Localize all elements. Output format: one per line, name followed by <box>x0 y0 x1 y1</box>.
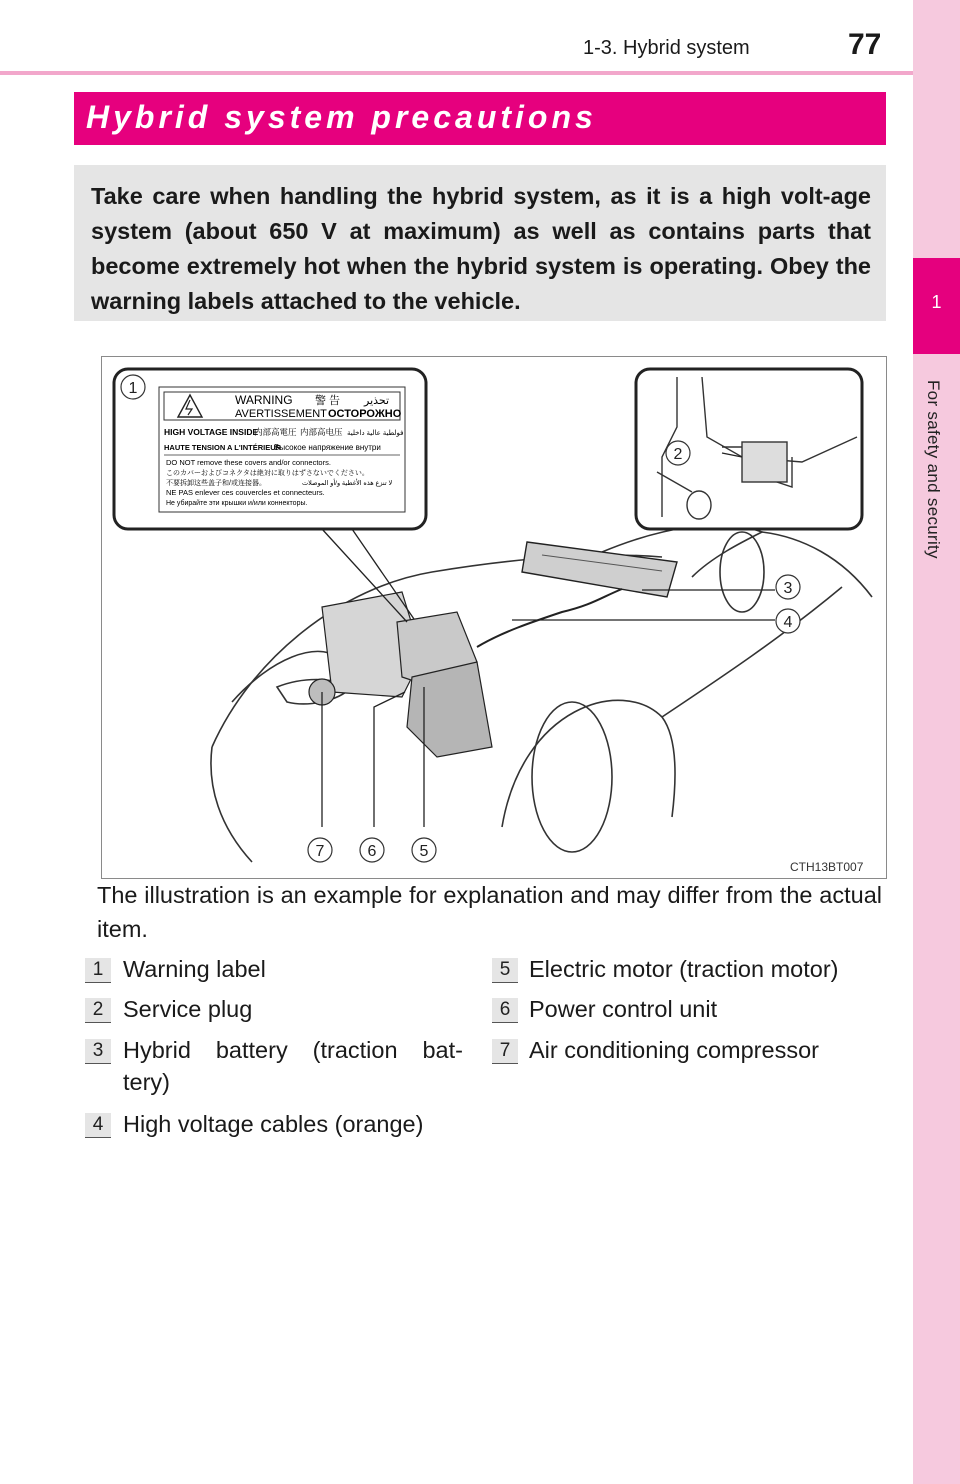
chapter-side-tab <box>913 0 960 1484</box>
label-line-en: DO NOT remove these covers and/or connectors. <box>166 458 331 467</box>
callout-4-label: 4 <box>783 614 793 631</box>
side-line <box>662 587 842 717</box>
legend-number-6: 6 <box>492 998 518 1023</box>
label-warning-ru: ОСТОРОЖНО <box>328 408 402 420</box>
hybrid-system-illustration <box>101 356 887 879</box>
legend-text-4: High voltage cables (orange) <box>123 1111 424 1137</box>
rear-wheel <box>720 532 764 612</box>
legend-text-7: Air conditioning compressor <box>529 1037 819 1063</box>
intro-text: Take care when handling the hybrid system, as it is a high volt-age system (about 650 V at maximum) as well as contains parts that become extremely hot when the hybrid system is operating. Obey the warning labels attached to the vehicle. <box>91 183 871 314</box>
label-line-fr: NE PAS enlever ces couvercles et connecteurs. <box>166 488 325 497</box>
label-line-cn: 不要拆卸这些盖子和/或连接器。 <box>166 480 266 487</box>
label-hv-ru: Высокое напряжение внутри <box>274 443 381 452</box>
label-hv-cn: 内部高电压 <box>300 427 343 437</box>
legend-number-2: 2 <box>85 998 111 1023</box>
callout-6-label: 6 <box>367 843 377 860</box>
legend-number-1: 1 <box>85 958 111 983</box>
label-hv-en: HIGH VOLTAGE INSIDE <box>164 427 259 437</box>
chapter-label: For safety and security <box>924 380 943 559</box>
label-warning-en: WARNING <box>235 393 293 407</box>
label-line-ru: Не убирайте эти крышки и/или коннекторы. <box>166 500 308 507</box>
figure-code: CTH13BT007 <box>790 860 864 874</box>
label-line-ar: لا تنزع هذه الأغطية و/أو الموصلات <box>302 480 393 487</box>
label-hv-jp: 内部高電圧 <box>254 427 297 437</box>
label-line-jp: このカバーおよびコネクタは絶対に取りはずさないでください。 <box>166 470 369 477</box>
legend-text-3b: tery) <box>123 1069 170 1095</box>
transaxle <box>407 662 492 757</box>
legend-text-2: Service plug <box>123 996 253 1022</box>
callout-1-label: 1 <box>128 380 138 397</box>
section-title: 1-3. Hybrid system <box>583 37 750 59</box>
callout-3-label: 3 <box>783 580 793 597</box>
page-title-bar <box>74 92 886 145</box>
car-diagram <box>102 357 886 878</box>
callout-2-label: 2 <box>673 446 683 463</box>
callout-5-label: 5 <box>419 843 429 860</box>
chapter-marker <box>913 258 960 354</box>
wheel-arch <box>502 700 675 827</box>
legend-number-5: 5 <box>492 958 518 983</box>
legend-text-6: Power control unit <box>529 996 718 1022</box>
intro-box <box>74 165 886 321</box>
high-voltage-cable <box>477 589 622 647</box>
page-title: Hybrid system precautions <box>86 99 597 135</box>
legend-text-1: Warning label <box>123 956 266 982</box>
label-warning-ar: تحذير <box>364 395 390 407</box>
legend-number-4: 4 <box>85 1113 111 1138</box>
label-hv-ar: فولطية عالية داخلية <box>347 430 404 437</box>
fender-line <box>211 747 252 862</box>
label-warning-cjk: 警 告 <box>315 395 341 407</box>
legend-number-3: 3 <box>85 1039 111 1064</box>
chapter-number: 1 <box>931 292 942 312</box>
figure-caption: The illustration is an example for explanation and may differ from the actual item. <box>97 882 882 942</box>
legend-text-5: Electric motor (traction motor) <box>529 956 839 982</box>
callout-7-label: 7 <box>315 843 325 860</box>
header-rule <box>0 71 913 75</box>
page-number: 77 <box>848 28 882 61</box>
label-hv-fr: HAUTE TENSION A L'INTÉRIEUR <box>164 443 282 452</box>
legend-number-7: 7 <box>492 1039 518 1064</box>
front-wheel <box>532 702 612 852</box>
hybrid-battery <box>522 542 677 597</box>
legend-text-3: Hybrid battery (traction bat- <box>123 1037 463 1063</box>
engine-assembly <box>309 592 492 757</box>
label-warning-fr: AVERTISSEMENT <box>235 408 327 420</box>
